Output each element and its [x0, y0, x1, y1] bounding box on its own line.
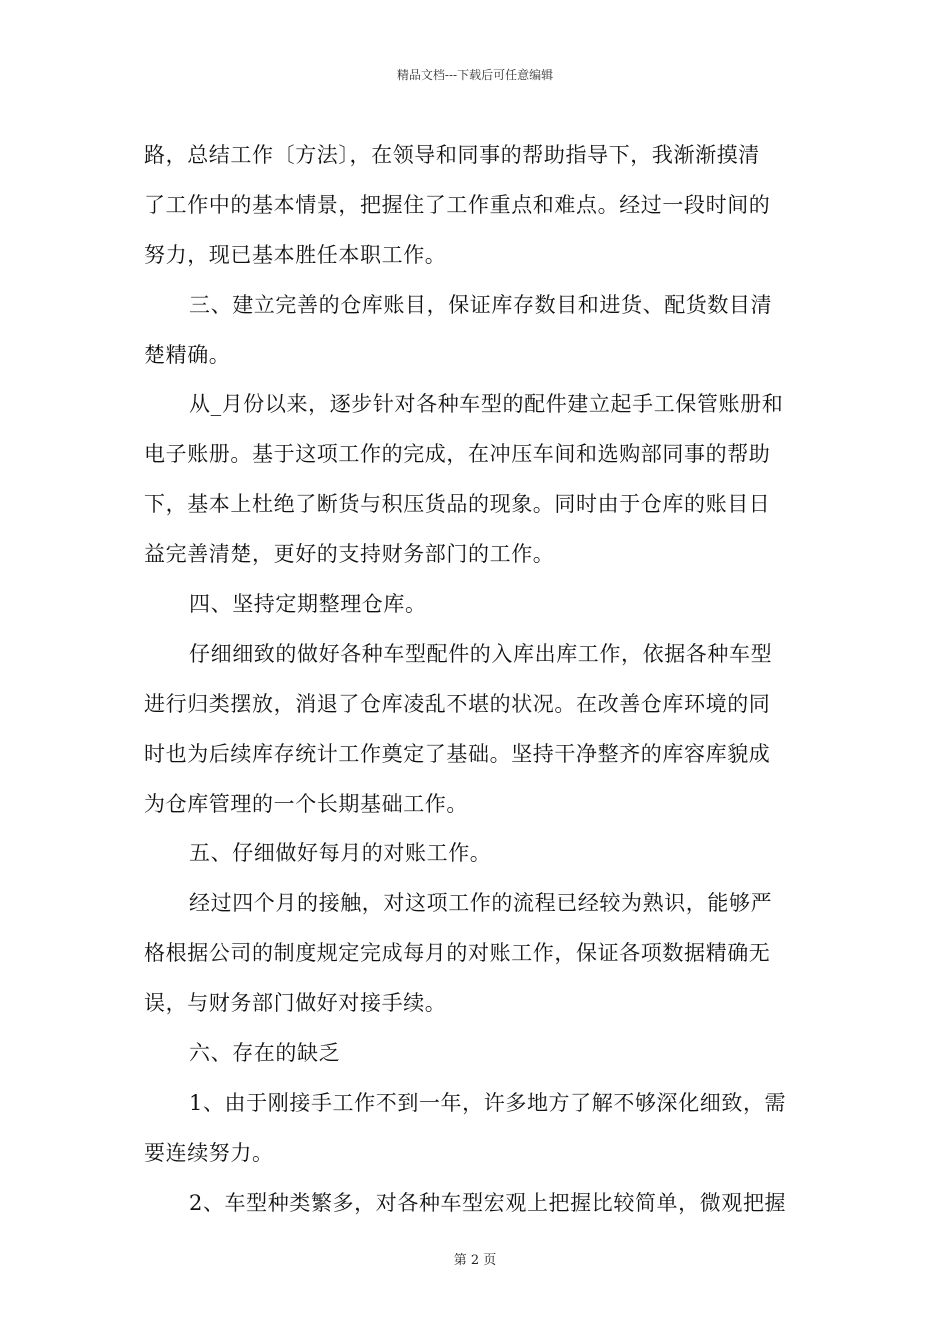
page-header: 精品文档---下载后可任意编辑 [396, 68, 554, 82]
text-line: 为仓库管理的一个长期基础工作。 [144, 791, 468, 816]
text-line: 了工作中的基本情景，把握住了工作重点和难点。经过一段时间的 [144, 192, 771, 217]
text-line: 下，基本上杜绝了断货与积压货品的现象。同时由于仓库的账目日 [144, 492, 771, 517]
text-line: 要连续努力。 [144, 1140, 274, 1165]
text-line: 经过四个月的接触，对这项工作的流程已经较为熟识，能够严 [189, 891, 773, 916]
text-line: 三、建立完善的仓库账目，保证库存数目和进货、配货数目清 [189, 292, 773, 317]
text-line: 1、由于刚接手工作不到一年，许多地方了解不够深化细致，需 [189, 1090, 787, 1115]
page-number: 第 2 页 [453, 1253, 497, 1268]
text-line: 格根据公司的制度规定完成每月的对账工作，保证各项数据精确无 [144, 941, 771, 966]
text-line: 四、坚持定期整理仓库。 [189, 592, 427, 617]
text-line: 仔细细致的做好各种车型配件的入库出库工作，依据各种车型 [189, 641, 773, 666]
text-line: 电子账册。基于这项工作的完成，在冲压车间和选购部同事的帮助 [144, 442, 771, 467]
text-line: 进行归类摆放，消退了仓库凌乱不堪的状况。在改善仓库环境的同 [144, 691, 771, 716]
text-line: 楚精确。 [144, 342, 231, 367]
text-line: 时也为后续库存统计工作奠定了基础。坚持干净整齐的库容库貌成 [144, 741, 771, 766]
text-line: 努力，现已基本胜任本职工作。 [144, 242, 447, 267]
text-line: 2、车型种类繁多，对各种车型宏观上把握比较简单，微观把握 [189, 1190, 787, 1215]
text-line: 五、仔细做好每月的对账工作。 [189, 841, 492, 866]
text-line: 益完善清楚，更好的支持财务部门的工作。 [144, 542, 555, 567]
text-line: 误，与财务部门做好对接手续。 [144, 991, 447, 1016]
text-line: 从_月份以来，逐步针对各种车型的配件建立起手工保管账册和 [189, 392, 784, 417]
text-line: 路，总结工作〔方法〕，在领导和同事的帮助指导下，我渐渐摸清 [144, 143, 760, 167]
document-body [144, 131, 808, 1229]
text-line: 六、存在的缺乏 [189, 1041, 341, 1066]
